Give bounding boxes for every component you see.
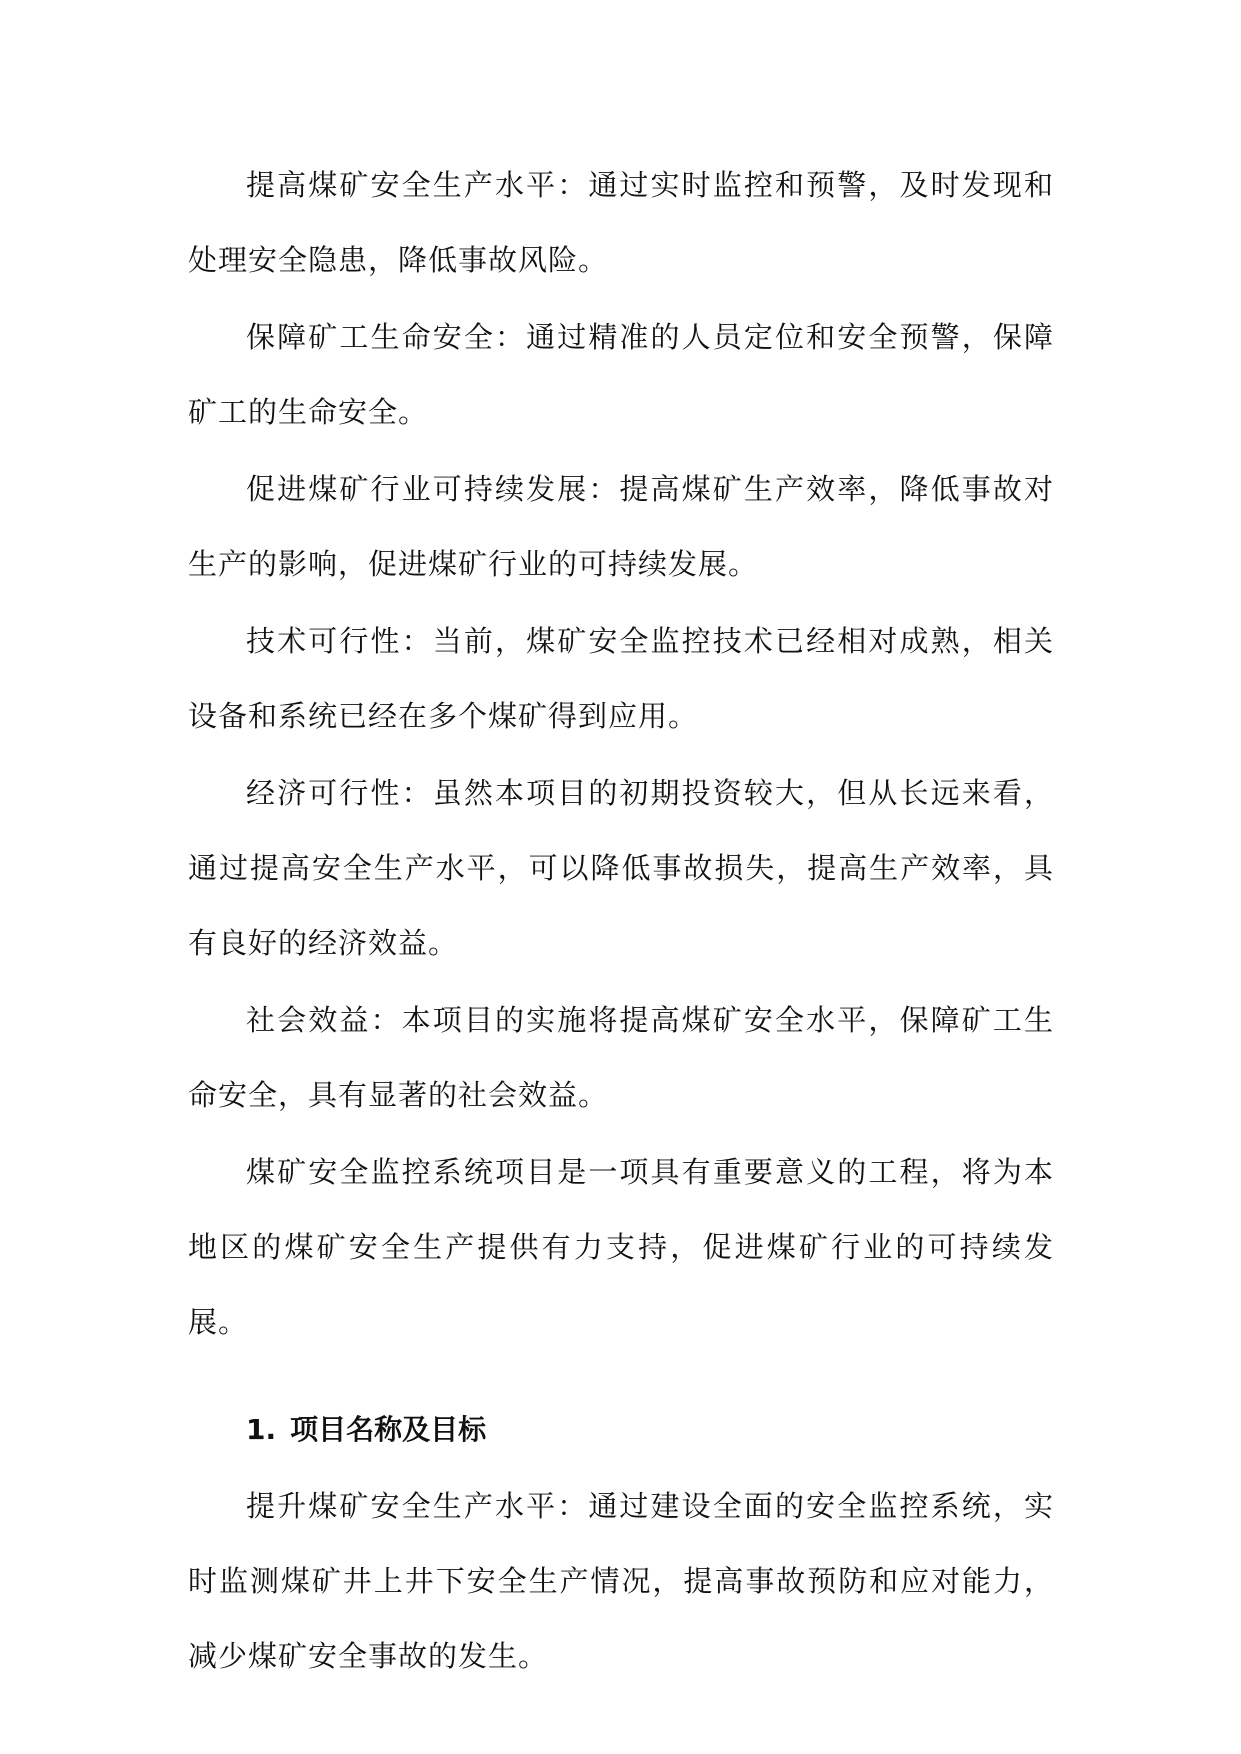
paragraph-technical-feasibility: 技术可行性：当前，煤矿安全监控技术已经相对成熟，相关设备和系统已经在多个煤矿得到应用。: [188, 624, 1054, 733]
paragraph-economic-feasibility: 经济可行性：虽然本项目的初期投资较大，但从长远来看，通过提高安全生产水平，可以降低事故损失，提高生产效率，具有良好的经济效益。: [188, 776, 1054, 960]
section-heading: [188, 1392, 1054, 1467]
paragraph-safety-production-level: 提高煤矿安全生产水平：通过实时监控和预警，及时发现和处理安全隐患，降低事故风险。: [188, 168, 1054, 277]
paragraph-sustainable-development: 促进煤矿行业可持续发展：提高煤矿生产效率，降低事故对生产的影响，促进煤矿行业的可持续发展。: [188, 472, 1054, 581]
section-heading-number: 1.: [246, 1413, 277, 1446]
document-body: [188, 148, 1054, 1696]
paragraph-miner-life-safety: 保障矿工生命安全：通过精准的人员定位和安全预警，保障矿工的生命安全。: [188, 320, 1054, 429]
paragraph-social-benefits: 社会效益：本项目的实施将提高煤矿安全水平，保障矿工生命安全，具有显著的社会效益。: [188, 1003, 1054, 1112]
section-heading-title: 项目名称及目标: [290, 1413, 487, 1446]
paragraph-project-summary: 煤矿安全监控系统项目是一项具有重要意义的工程，将为本地区的煤矿安全生产提供有力支持，促进煤矿行业的可持续发展。: [188, 1155, 1054, 1339]
paragraph-improve-safety-production: 提升煤矿安全生产水平：通过建设全面的安全监控系统，实时监测煤矿井上井下安全生产情况，提高事故预防和应对能力，减少煤矿安全事故的发生。: [188, 1489, 1054, 1673]
